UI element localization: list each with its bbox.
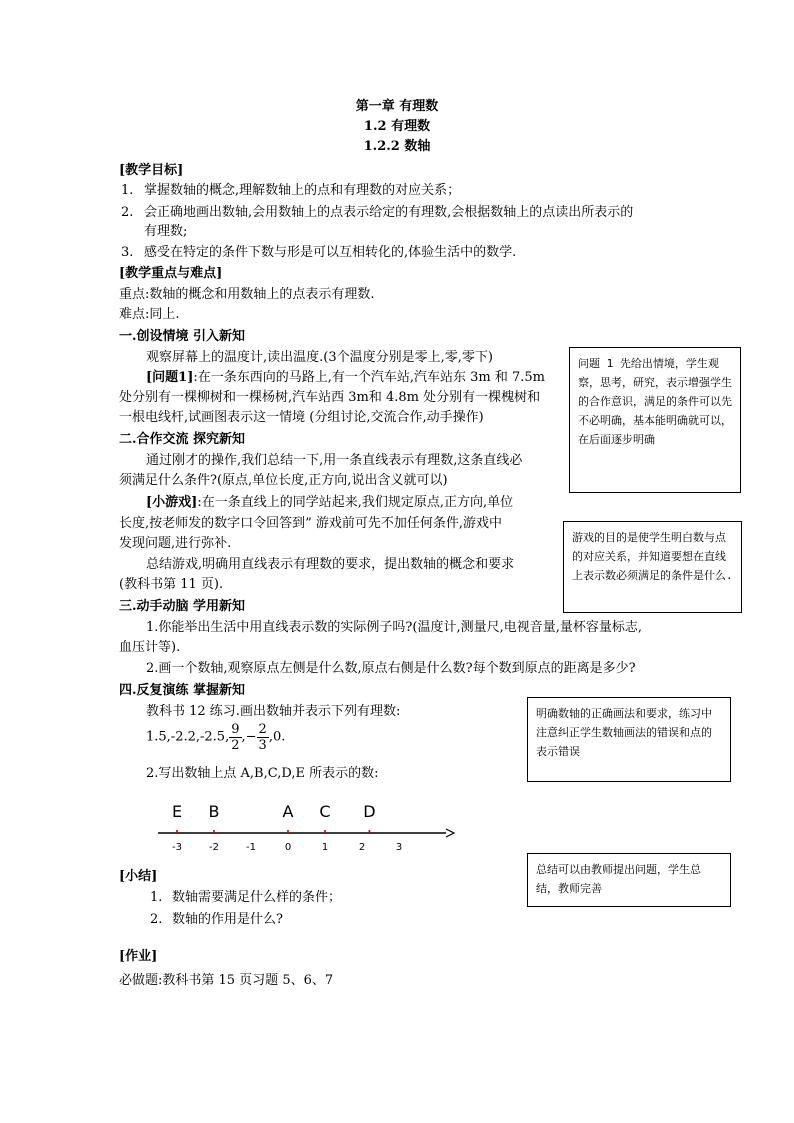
fraction-denominator: 2: [231, 738, 240, 753]
section2-paragraph: 通过刚才的操作,我们总结一下,用一条直线表示有理数,这条直线必: [146, 453, 523, 468]
side-note: 游戏的目的是使学生明白数与点的对应关系，并知道要想在直线上表示数必须满足的条件是什么.: [563, 521, 742, 613]
subsection-title: 1.2.2 数轴: [363, 139, 431, 154]
question1-text: :在一条东西向的马路上,有一个汽车站,汽车站东 3m 和 7.5m: [193, 370, 546, 385]
side-note: 明确数轴的正确画法和要求，练习中注意纠正学生数轴画法的错误和点的表示错误: [527, 697, 731, 782]
objective-text: 有理数;: [144, 224, 188, 239]
section1-heading: 一.创设情境 引入新知: [119, 329, 246, 344]
summary-paragraph: (教科书第 11 页).: [119, 577, 224, 592]
summary-text: 数轴的作用是什么?: [172, 912, 283, 927]
axis-arrow-icon: [446, 829, 454, 837]
side-note: 总结可以由教师提出问题，学生总结，教师完善: [527, 853, 731, 907]
tick-label: 1: [321, 842, 329, 853]
fraction-separator: ,−: [241, 729, 257, 745]
game-label: [小游戏]: [146, 495, 198, 510]
tick-label: 2: [358, 842, 366, 853]
point-label: B: [208, 802, 220, 821]
keypoints-difficult: 难点:同上.: [119, 307, 180, 322]
section-title: 1.2 有理数: [363, 119, 431, 134]
objective-num: 1.: [121, 183, 134, 198]
keypoints-heading: [教学重点与难点]: [119, 266, 223, 281]
section3-question: 血压计等).: [119, 640, 181, 655]
numbers-suffix: ,0.: [268, 729, 286, 745]
fraction-numerator: 9: [231, 722, 240, 737]
section3-question: 2.画一个数轴,观察原点左侧是什么数,原点右侧是什么数?每个数到原点的距离是多少?: [146, 661, 636, 676]
summary-paragraph: 总结游戏,明确用直线表示有理数的要求，提出数轴的概念和要求: [146, 557, 515, 572]
game-line: 发现问题,进行弥补.: [119, 536, 232, 551]
keypoints-important: 重点:数轴的概念和用数轴上的点表示有理数.: [119, 287, 375, 302]
homework-text: 必做题:教科书第 15 页习题 5、6、7: [119, 973, 334, 988]
side-note: 问题 1 先给出情境，学生观察，思考，研究，表示增强学生的合作意识，满足的条件可以先不必明确，基本能明确就可以，在后面逐步明确: [569, 347, 741, 493]
number-line: [150, 790, 460, 860]
point-label: C: [319, 802, 331, 821]
section4-paragraph: 2.写出数轴上点 A,B,C,D,E 所表示的数:: [146, 766, 379, 781]
game-text: :在一条直线上的同学站起来,我们规定原点,正方向,单位: [197, 495, 514, 510]
summary-num: 2.: [150, 912, 163, 927]
tick-label: -1: [246, 842, 256, 853]
fraction-two-thirds: [257, 722, 269, 753]
rational-numbers: [146, 722, 285, 753]
summary-text: 数轴需要满足什么样的条件；: [172, 890, 342, 905]
objective-text: 会正确地画出数轴,会用数轴上的点表示给定的有理数,会根据数轴上的点读出所表示的: [144, 205, 634, 220]
objective-num: 2.: [121, 205, 134, 220]
fraction-numerator: 2: [258, 722, 267, 737]
section1-paragraph: 观察屏幕上的温度计,读出温度.(3个温度分别是零上,零,零下): [146, 350, 493, 365]
fraction-denominator: 3: [258, 738, 267, 753]
section3-heading: 三.动手动脑 学用新知: [119, 599, 246, 614]
homework-heading: [作业]: [119, 949, 158, 964]
tick-label: -3: [172, 842, 182, 853]
fraction-nine-halves: [229, 722, 241, 753]
section1-question-line: 一根电线杆,试画图表示这一情境 (分组讨论,交流合作,动手操作): [119, 410, 484, 425]
objectives-heading: [教学目标]: [119, 163, 184, 178]
tick-label: 3: [395, 842, 403, 853]
point-label: A: [282, 802, 294, 821]
summary-heading: [小结]: [119, 869, 158, 884]
section4-heading: 四.反复演练 掌握新知: [119, 683, 246, 698]
section4-paragraph: 教科书 12 练习.画出数轴并表示下列有理数:: [146, 704, 401, 719]
section1-question: [146, 369, 545, 387]
game-line: 长度,按老师发的数字口令回答到” 游戏前可先不加任何条件,游戏中: [119, 516, 503, 531]
section1-question-line: 处分别有一棵柳树和一棵杨树,汽车站西 3m和 4.8m 处分别有一棵槐树和: [119, 390, 541, 405]
numbers-prefix: 1.5,-2.2,-2.5,: [146, 729, 230, 745]
objective-text: 掌握数轴的概念,理解数轴上的点和有理数的对应关系；: [144, 183, 461, 198]
summary-num: 1.: [150, 890, 163, 905]
objective-text: 感受在特定的条件下数与形是可以互相转化的,体验生活中的数学.: [144, 245, 517, 260]
chapter-title: 第一章 有理数: [355, 99, 439, 114]
point-label: E: [171, 802, 183, 821]
section3-question: 1.你能举出生活中用直线表示数的实际例子吗?(温度计,测量尺,电视音量,量杯容量标志,: [146, 620, 642, 635]
game-line: [146, 494, 513, 512]
objective-num: 3.: [121, 245, 134, 260]
tick-label: -2: [209, 842, 219, 853]
tick-label: 0: [284, 842, 292, 853]
question1-label: [问题1]: [146, 370, 194, 385]
section2-heading: 二.合作交流 探究新知: [119, 432, 246, 447]
section2-paragraph: 须满足什么条件?(原点,单位长度,正方向,说出含义就可以): [119, 473, 448, 488]
point-label: D: [363, 802, 376, 821]
